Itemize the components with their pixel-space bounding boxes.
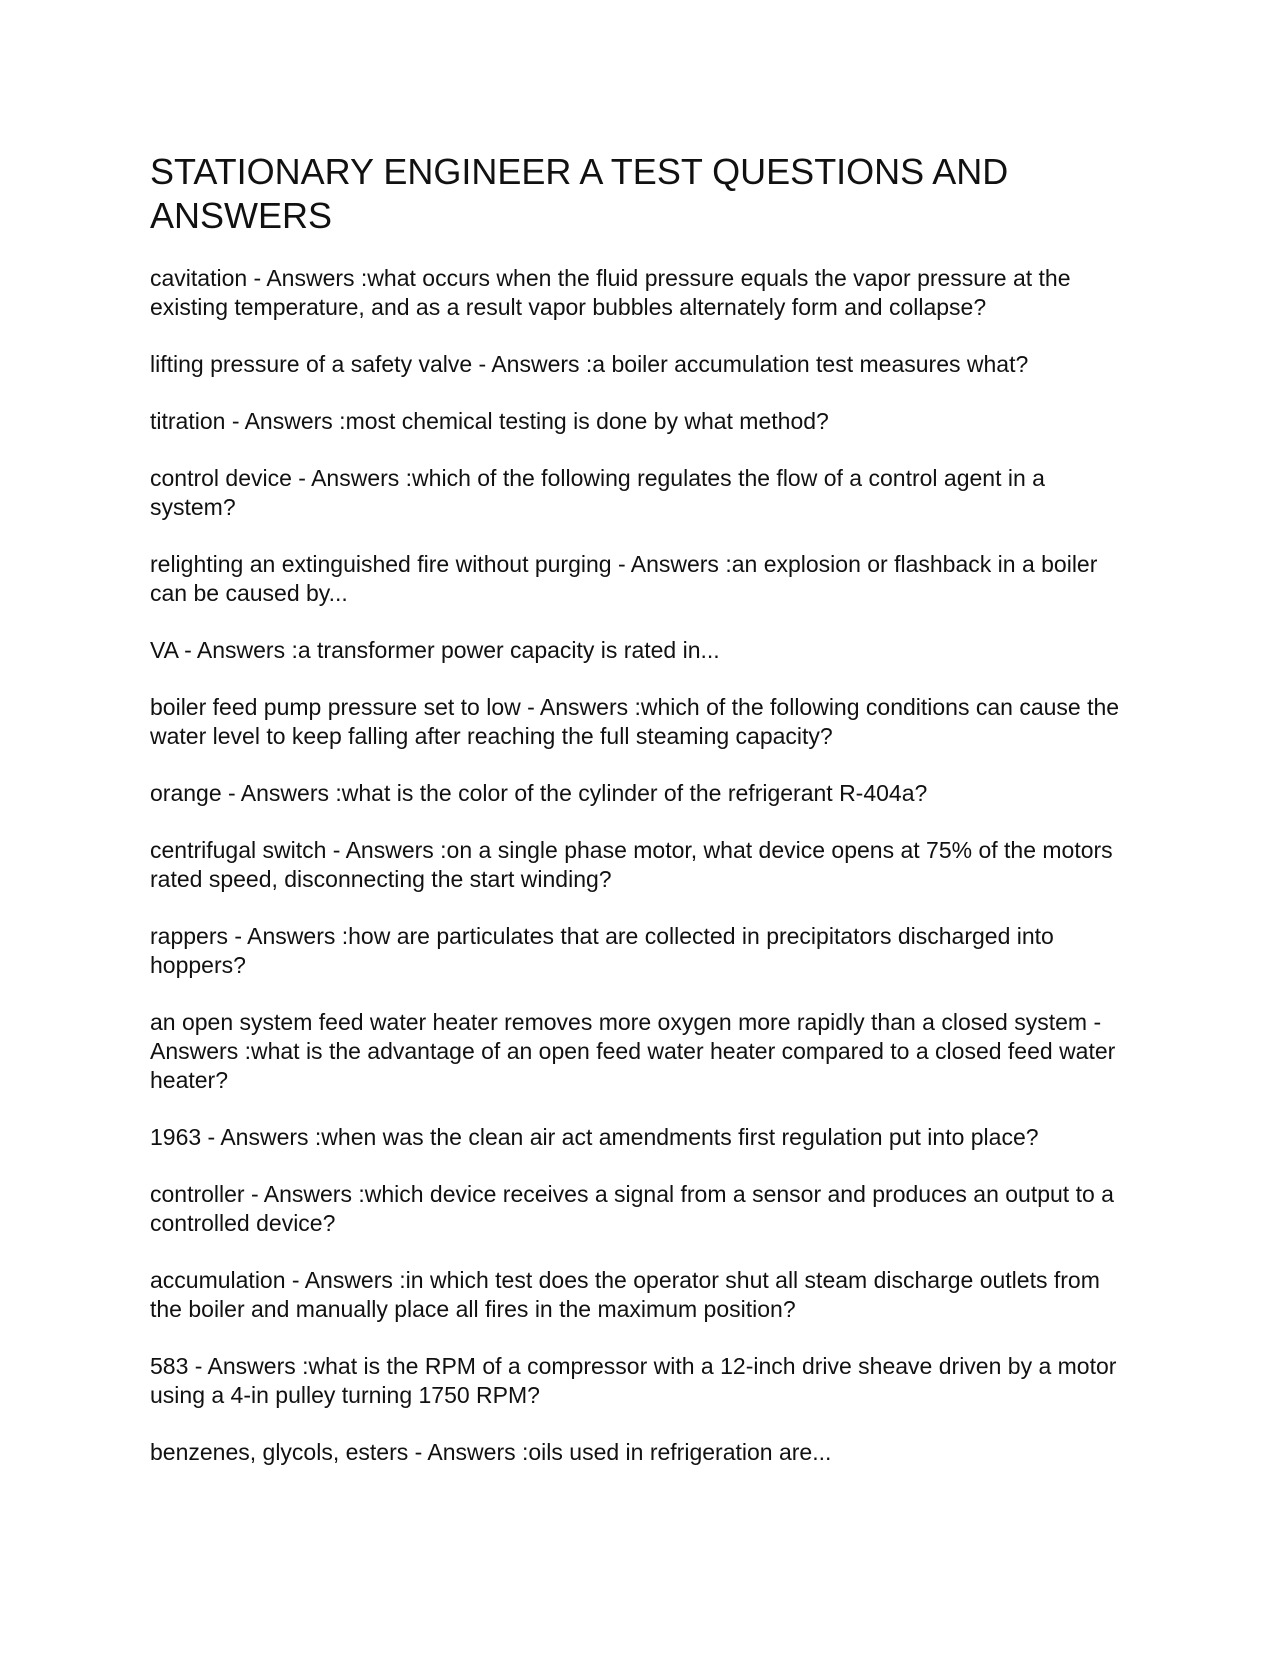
qa-entry: lifting pressure of a safety valve - Answers :a boiler accumulation test measures what?: [150, 351, 1029, 377]
document-title: STATIONARY ENGINEER A TEST QUESTIONS AND ANSWERS: [150, 151, 1009, 236]
qa-list: [150, 264, 1130, 1467]
qa-entry: control device - Answers :which of the following regulates the flow of a control agent in a system?: [150, 465, 1045, 520]
qa-entry: controller - Answers :which device receives a signal from a sensor and produces an output to a controlled device?: [150, 1181, 1114, 1236]
qa-entry: accumulation - Answers :in which test does the operator shut all steam discharge outlets from the boiler and manually place all fires in the maximum position?: [150, 1267, 1100, 1322]
qa-entry: boiler feed pump pressure set to low - Answers :which of the following conditions can cause the water level to keep falling after reaching the full steaming capacity?: [150, 694, 1120, 749]
qa-entry: cavitation - Answers :what occurs when the fluid pressure equals the vapor pressure at the existing temperature, and as a result vapor bubbles alternately form and collapse?: [150, 265, 1071, 320]
qa-entry: benzenes, glycols, esters - Answers :oils used in refrigeration are...: [150, 1439, 832, 1465]
document-page: [150, 150, 1130, 1495]
qa-entry: an open system feed water heater removes more oxygen more rapidly than a closed system - Answers :what is the advantage of an open feed water heater compared to a closed feed water heater?: [150, 1009, 1116, 1093]
qa-entry: 583 - Answers :what is the RPM of a compressor with a 12-inch drive sheave driven by a motor using a 4-in pulley turning 1750 RPM?: [150, 1353, 1117, 1408]
qa-entry: rappers - Answers :how are particulates that are collected in precipitators discharged into hoppers?: [150, 923, 1054, 978]
qa-entry: orange - Answers :what is the color of the cylinder of the refrigerant R-404a?: [150, 780, 928, 806]
qa-entry: relighting an extinguished fire without purging - Answers :an explosion or flashback in a boiler can be caused by...: [150, 551, 1098, 606]
qa-entry: VA - Answers :a transformer power capacity is rated in...: [150, 637, 720, 663]
qa-entry: 1963 - Answers :when was the clean air act amendments first regulation put into place?: [150, 1124, 1039, 1150]
qa-entry: titration - Answers :most chemical testing is done by what method?: [150, 408, 829, 434]
qa-entry: centrifugal switch - Answers :on a single phase motor, what device opens at 75% of the motors rated speed, disconnecting the start winding?: [150, 837, 1113, 892]
